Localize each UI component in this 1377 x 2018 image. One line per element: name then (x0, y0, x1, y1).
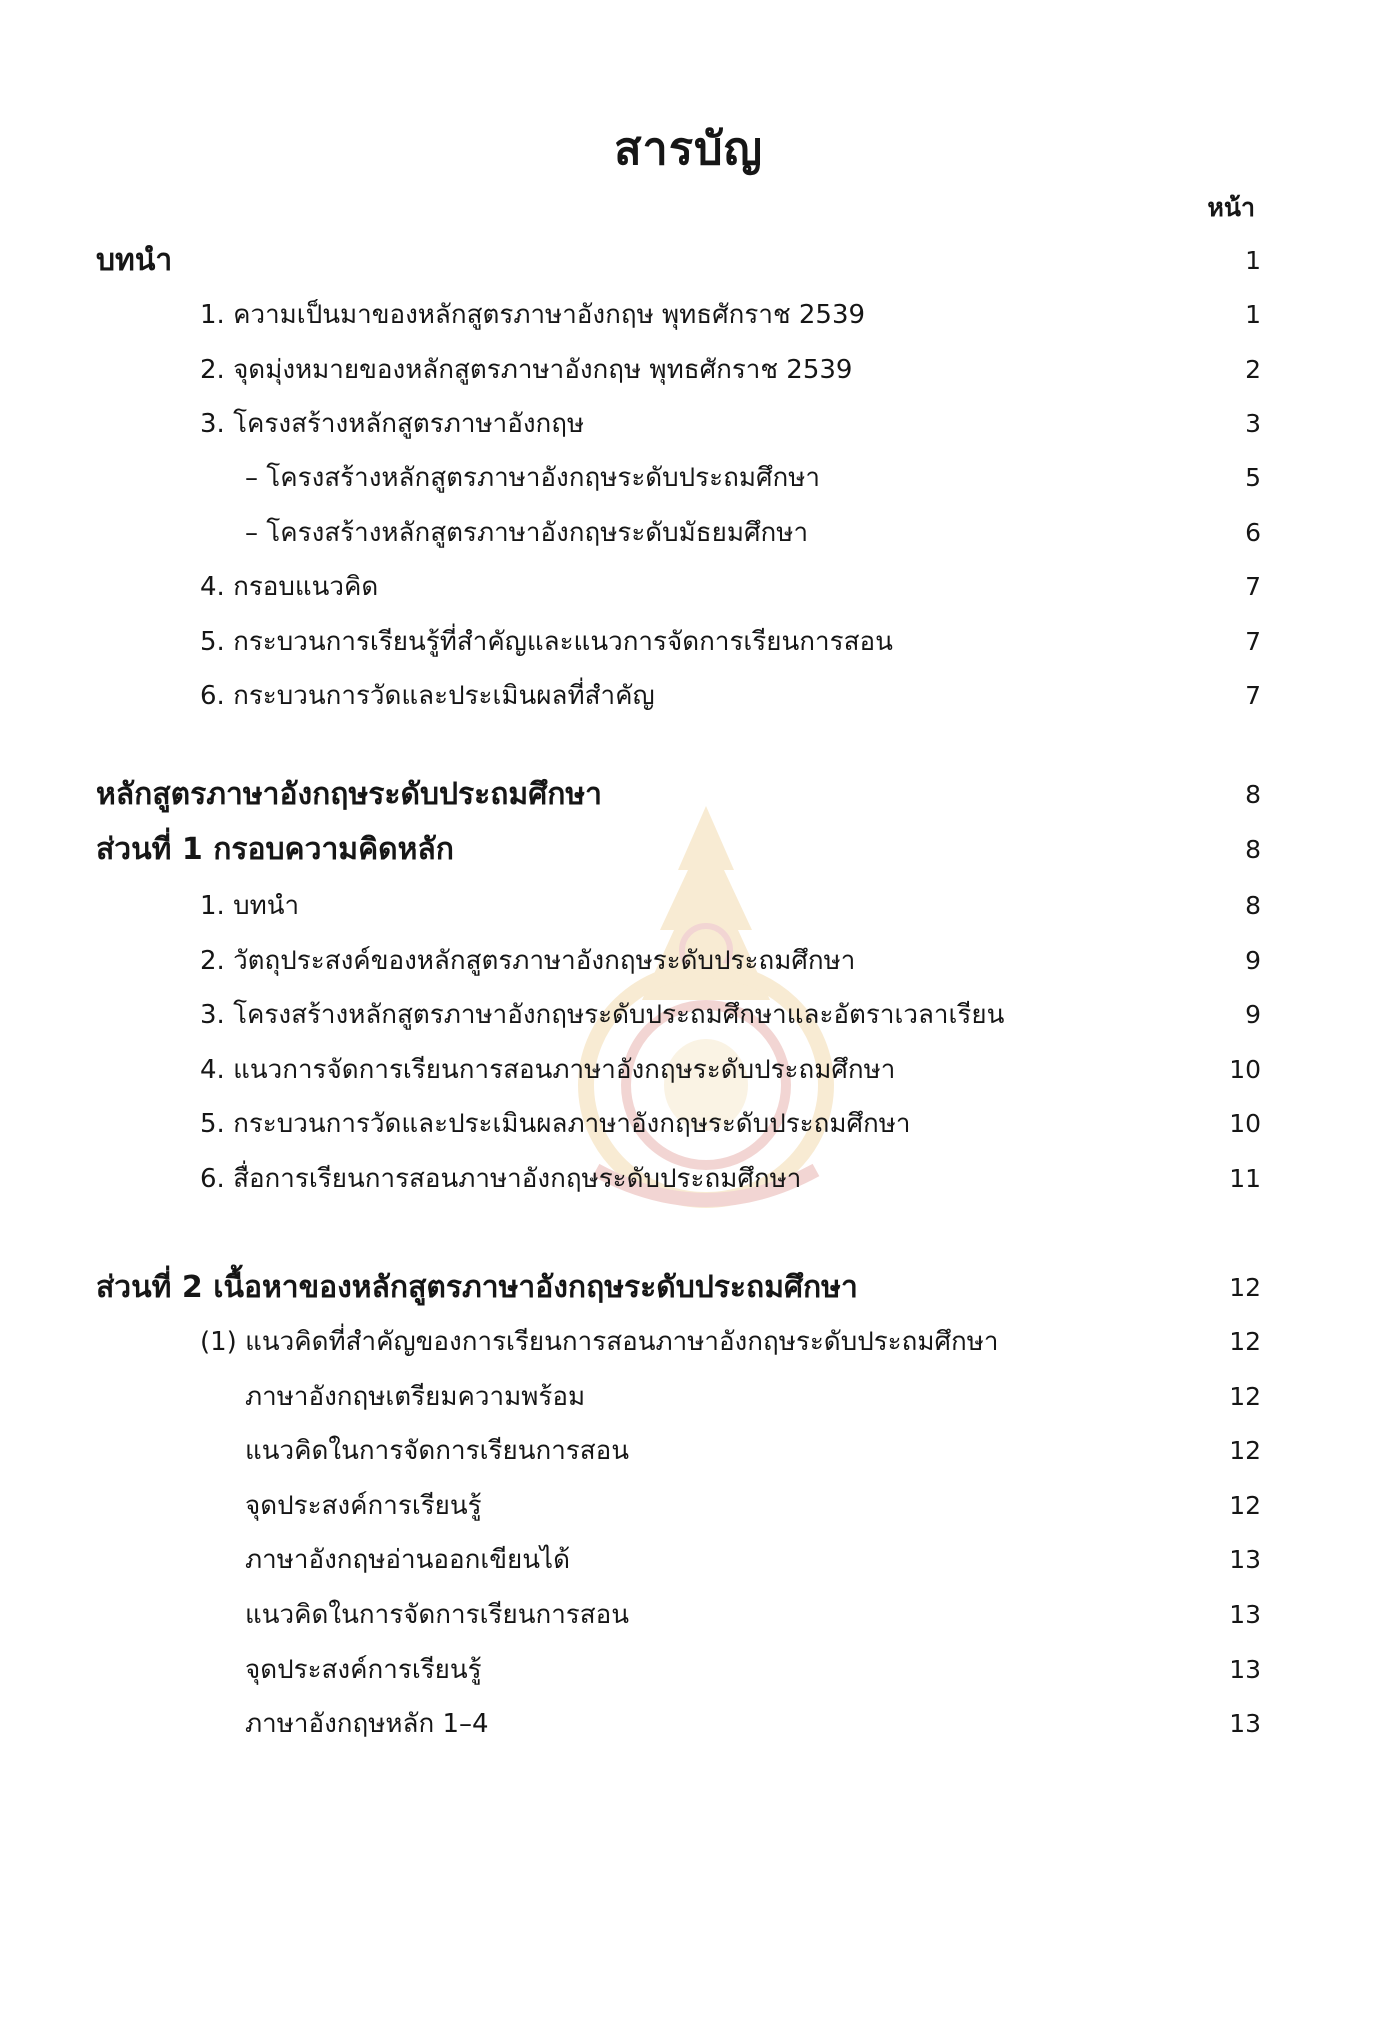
toc-entry-page: 7 (1245, 572, 1261, 601)
page-column-heading: หน้า (1207, 193, 1255, 222)
toc-entry-title: 4. แนวการจัดการเรียนการสอนภาษาอังกฤษระดับประถมศึกษา (200, 1055, 896, 1085)
page-title: สารบัญ (614, 122, 763, 175)
toc-entry-title: – โครงสร้างหลักสูตรภาษาอังกฤษระดับมัธยมศึกษา (245, 518, 809, 548)
toc-entry-page: 13 (1229, 1709, 1261, 1738)
toc-entry-title: 3. โครงสร้างหลักสูตรภาษาอังกฤษระดับประถมศึกษาและอัตราเวลาเรียน (200, 1000, 1005, 1030)
toc-entry-title: ภาษาอังกฤษหลัก 1–4 (245, 1709, 489, 1739)
toc-entry (0, 345, 1377, 395)
toc-entry (0, 508, 1377, 558)
toc-entry (0, 1699, 1377, 1749)
toc-entry (0, 1426, 1377, 1476)
toc-entry-title: แนวคิดในการจัดการเรียนการสอน (245, 1436, 630, 1466)
toc-entry-page: 12 (1229, 1273, 1261, 1302)
toc-entry-title: จุดประสงค์การเรียนรู้ (245, 1655, 482, 1685)
toc-entry-title: 6. สื่อการเรียนการสอนภาษาอังกฤษระดับประถมศึกษา (200, 1164, 802, 1194)
toc-entry (0, 453, 1377, 503)
toc-entry (0, 671, 1377, 721)
toc-entry (0, 770, 1377, 820)
toc-entry (0, 236, 1377, 286)
toc-entry-page: 13 (1229, 1655, 1261, 1684)
toc-entry (0, 1045, 1377, 1095)
toc-entry-title: หลักสูตรภาษาอังกฤษระดับประถมศึกษา (96, 777, 603, 812)
toc-entry-title: ภาษาอังกฤษอ่านออกเขียนได้ (245, 1545, 570, 1575)
toc-entry-page: 13 (1229, 1600, 1261, 1629)
toc-entry-page: 1 (1245, 246, 1261, 275)
toc-entry-page: 12 (1229, 1491, 1261, 1520)
toc-entry-page: 7 (1245, 681, 1261, 710)
toc-entry (0, 881, 1377, 931)
toc-entry-title: 5. กระบวนการเรียนรู้ที่สำคัญและแนวการจัดการเรียนการสอน (200, 627, 893, 657)
toc-entry-title: 1. ความเป็นมาของหลักสูตรภาษาอังกฤษ พุทธศักราช 2539 (200, 300, 866, 330)
toc-entry-title: 4. กรอบแนวคิด (200, 572, 379, 602)
toc-entry (0, 1481, 1377, 1531)
toc-entry (0, 1535, 1377, 1585)
toc-entry-title: จุดประสงค์การเรียนรู้ (245, 1491, 482, 1521)
toc-entry-page: 12 (1229, 1382, 1261, 1411)
toc-entry-title: 6. กระบวนการวัดและประเมินผลที่สำคัญ (200, 681, 655, 711)
toc-entry (0, 290, 1377, 340)
toc-entry-page: 13 (1229, 1545, 1261, 1574)
toc-entry-page: 10 (1229, 1109, 1261, 1138)
toc-entry-title: ภาษาอังกฤษเตรียมความพร้อม (245, 1382, 586, 1412)
toc-entry (0, 1590, 1377, 1640)
toc-entry-page: 12 (1229, 1327, 1261, 1356)
toc-entry-title: แนวคิดในการจัดการเรียนการสอน (245, 1600, 630, 1630)
toc-entry (0, 399, 1377, 449)
toc-entry-page: 3 (1245, 409, 1261, 438)
toc-entry-title: 5. กระบวนการวัดและประเมินผลภาษาอังกฤษระดับประถมศึกษา (200, 1109, 911, 1139)
toc-entry (0, 990, 1377, 1040)
toc-entry (0, 1154, 1377, 1204)
toc-entry (0, 1099, 1377, 1149)
toc-entry-title: 1. บทนำ (200, 891, 300, 921)
toc-entry-title: บทนำ (96, 243, 173, 278)
toc-entry (0, 1372, 1377, 1422)
toc-entry (0, 825, 1377, 875)
toc-entry-title: 3. โครงสร้างหลักสูตรภาษาอังกฤษ (200, 409, 585, 439)
toc-entry-page: 9 (1245, 1000, 1261, 1029)
toc-entry-title: ส่วนที่ 2 เนื้อหาของหลักสูตรภาษาอังกฤษระดับประถมศึกษา (96, 1270, 858, 1305)
toc-entry-page: 9 (1245, 946, 1261, 975)
toc-entry-title: (1) แนวคิดที่สำคัญของการเรียนการสอนภาษาอังกฤษระดับประถมศึกษา (200, 1327, 999, 1357)
toc-entry-page: 5 (1245, 463, 1261, 492)
toc-entry-page: 8 (1245, 891, 1261, 920)
toc-entry-page: 8 (1245, 780, 1261, 809)
toc-entry (0, 936, 1377, 986)
toc-entry-page: 8 (1245, 835, 1261, 864)
toc-entry-title: – โครงสร้างหลักสูตรภาษาอังกฤษระดับประถมศึกษา (245, 463, 820, 493)
toc-entry-title: 2. จุดมุ่งหมายของหลักสูตรภาษาอังกฤษ พุทธศักราช 2539 (200, 355, 853, 385)
toc-entry (0, 562, 1377, 612)
toc-entry-title: 2. วัตถุประสงค์ของหลักสูตรภาษาอังกฤษระดับประถมศึกษา (200, 946, 856, 976)
toc-entry (0, 1317, 1377, 1367)
toc-entry-page: 1 (1245, 300, 1261, 329)
toc-entry-page: 2 (1245, 355, 1261, 384)
toc-entry-page: 7 (1245, 627, 1261, 656)
toc-entry-title: ส่วนที่ 1 กรอบความคิดหลัก (96, 832, 454, 867)
toc-entry (0, 1263, 1377, 1313)
toc-entry-page: 10 (1229, 1055, 1261, 1084)
toc-entry-page: 6 (1245, 518, 1261, 547)
toc-entry-page: 11 (1229, 1164, 1261, 1193)
toc-entry-page: 12 (1229, 1436, 1261, 1465)
toc-entry (0, 617, 1377, 667)
toc-entry (0, 1645, 1377, 1695)
